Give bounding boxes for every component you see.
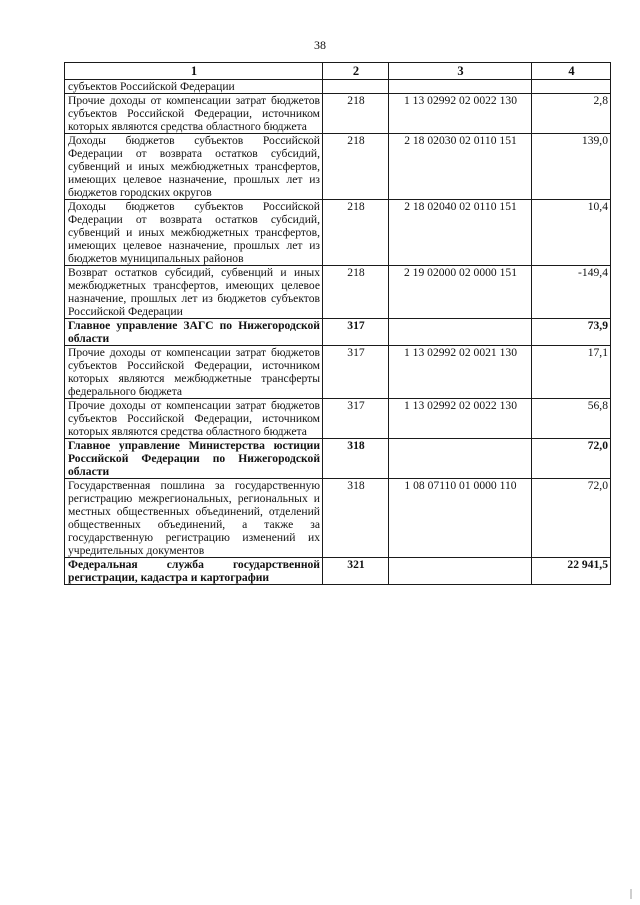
row-admin-code: 218 — [323, 266, 389, 319]
row-admin-code: 218 — [323, 94, 389, 134]
table-row-section-total — [65, 558, 611, 585]
scan-artifact — [630, 889, 632, 899]
row-budget-code — [389, 319, 532, 346]
row-name: Федеральная служба государственной регистрации, кадастра и картографии — [65, 558, 323, 585]
table-header-row — [65, 63, 611, 80]
row-budget-code: 1 08 07110 01 0000 110 — [389, 479, 532, 558]
table-row — [65, 134, 611, 200]
row-admin-code: 317 — [323, 346, 389, 399]
row-name: Главное управление ЗАГС по Нижегородской области — [65, 319, 323, 346]
row-budget-code: 1 13 02992 02 0021 130 — [389, 346, 532, 399]
row-name: Главное управление Министерства юстиции Российской Федерации по Нижегородской области — [65, 439, 323, 479]
row-budget-code: 2 18 02030 02 0110 151 — [389, 134, 532, 200]
row-amount: 139,0 — [532, 134, 611, 200]
row-admin-code: 317 — [323, 319, 389, 346]
row-amount: 22 941,5 — [532, 558, 611, 585]
row-budget-code — [389, 558, 532, 585]
row-budget-code — [389, 439, 532, 479]
row-name: субъектов Российской Федерации — [65, 80, 323, 94]
row-name: Прочие доходы от компенсации затрат бюджетов субъектов Российской Федерации, источником которых являются средства областного бюджета — [65, 399, 323, 439]
row-amount: 72,0 — [532, 439, 611, 479]
row-budget-code: 2 19 02000 02 0000 151 — [389, 266, 532, 319]
row-amount — [532, 80, 611, 94]
row-name: Прочие доходы от компенсации затрат бюджетов субъектов Российской Федерации, источником которых являются межбюджетные трансферты федерального бюджета — [65, 346, 323, 399]
row-amount: 56,8 — [532, 399, 611, 439]
row-admin-code: 318 — [323, 479, 389, 558]
table-row — [65, 346, 611, 399]
row-budget-code: 1 13 02992 02 0022 130 — [389, 94, 532, 134]
row-amount: 17,1 — [532, 346, 611, 399]
table-row — [65, 266, 611, 319]
row-name: Возврат остатков субсидий, субвенций и иных межбюджетных трансфертов, имеющих целевое назначение, прошлых лет из бюджетов субъектов Российской Федерации — [65, 266, 323, 319]
row-admin-code: 218 — [323, 200, 389, 266]
row-amount: 72,0 — [532, 479, 611, 558]
row-admin-code: 218 — [323, 134, 389, 200]
row-amount: 2,8 — [532, 94, 611, 134]
row-budget-code: 1 13 02992 02 0022 130 — [389, 399, 532, 439]
header-col-4: 4 — [532, 63, 611, 80]
header-col-2: 2 — [323, 63, 389, 80]
table-row — [65, 80, 611, 94]
row-admin-code: 317 — [323, 399, 389, 439]
row-budget-code: 2 18 02040 02 0110 151 — [389, 200, 532, 266]
table-body — [65, 80, 611, 585]
header-col-3: 3 — [389, 63, 532, 80]
table-row-section-total — [65, 319, 611, 346]
budget-revenue-table — [64, 62, 611, 585]
table-row — [65, 399, 611, 439]
header-col-1: 1 — [65, 63, 323, 80]
page-number: 38 — [314, 38, 326, 52]
table-row — [65, 94, 611, 134]
row-name: Прочие доходы от компенсации затрат бюджетов субъектов Российской Федерации, источником которых являются средства областного бюджета — [65, 94, 323, 134]
table-row — [65, 479, 611, 558]
row-name: Государственная пошлина за государственную регистрацию межрегиональных, региональных и местных общественных объединений, отделений общественных объединений, а также за государственную регистрацию изменений их учредительных документов — [65, 479, 323, 558]
row-amount: -149,4 — [532, 266, 611, 319]
table-row-section-total — [65, 439, 611, 479]
row-amount: 10,4 — [532, 200, 611, 266]
row-admin-code — [323, 80, 389, 94]
row-admin-code: 318 — [323, 439, 389, 479]
row-budget-code — [389, 80, 532, 94]
row-admin-code: 321 — [323, 558, 389, 585]
row-name: Доходы бюджетов субъектов Российской Федерации от возврата остатков субсидий, субвенций и иных межбюджетных трансфертов, имеющих целевое назначение, прошлых лет из бюджетов городских округов — [65, 134, 323, 200]
row-amount: 73,9 — [532, 319, 611, 346]
row-name: Доходы бюджетов субъектов Российской Федерации от возврата остатков субсидий, субвенций и иных межбюджетных трансфертов, имеющих целевое назначение, прошлых лет из бюджетов муниципальных районов — [65, 200, 323, 266]
table-row — [65, 200, 611, 266]
